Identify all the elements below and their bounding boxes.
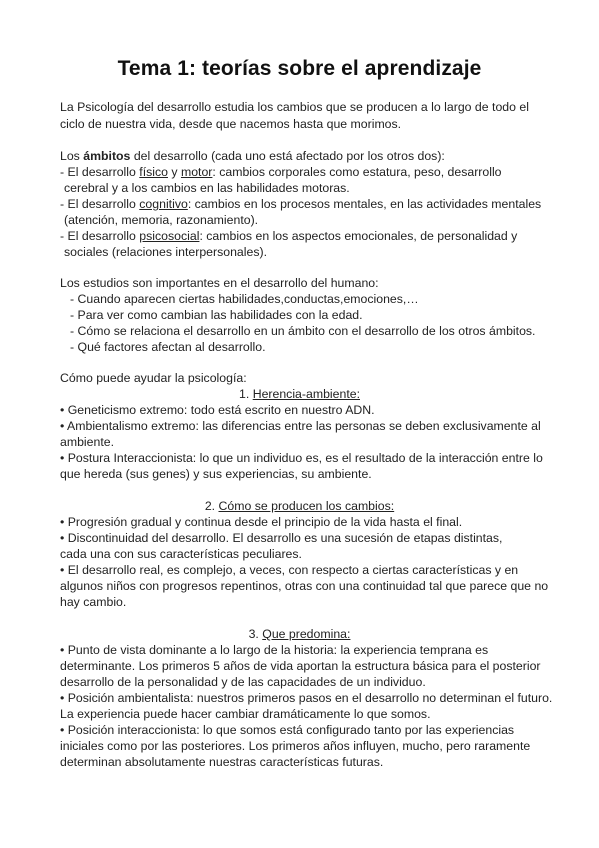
- ambito-fisico-cont: cerebral y a los cambios en las habilidades motoras.: [64, 181, 350, 195]
- section-1-line: • Geneticismo extremo: todo está escrito en nuestro ADN.: [60, 403, 375, 417]
- estudios-item: - Qué factores afectan al desarrollo.: [70, 340, 266, 354]
- section-1-line: que hereda (sus genes) y sus experiencias, su ambiente.: [60, 467, 372, 481]
- ambito-cognitivo-cont: (atención, memoria, razonamiento).: [64, 213, 259, 227]
- estudios-item: - Para ver como cambian las habilidades con la edad.: [70, 308, 363, 322]
- section-3-line: iniciales como por las posteriores. Los primeros años influyen, mucho, pero raramente: [60, 739, 531, 753]
- section-3-line: La experiencia puede hacer cambiar dramáticamente lo que somos.: [60, 707, 431, 721]
- ambito-psicosocial-cont: sociales (relaciones interpersonales).: [64, 245, 267, 259]
- section-2-line: cada una con sus características peculiares.: [60, 547, 302, 561]
- section-3-line: • Punto de vista dominante a lo largo de la historia: la experiencia temprana es: [60, 643, 489, 657]
- section-3-heading: 3. Que predomina:: [248, 627, 351, 641]
- section-2-line: • Discontinuidad del desarrollo. El desarrollo es una sucesión de etapas distintas,: [60, 531, 503, 545]
- section-2-line: • El desarrollo real, es complejo, a veces, con respecto a ciertas características y en: [60, 563, 519, 577]
- intro-line-1: La Psicología del desarrollo estudia los cambios que se producen a lo largo de todo el: [60, 100, 529, 114]
- estudios-item: - Cómo se relaciona el desarrollo en un ámbito con el desarrollo de los otros ámbitos.: [70, 324, 536, 338]
- section-2-line: • Progresión gradual y continua desde el principio de la vida hasta el final.: [60, 515, 463, 529]
- ambito-fisico: - El desarrollo físico y motor: cambios corporales como estatura, peso, desarrollo: [60, 165, 502, 179]
- section-3-line: desarrollo de la personalidad y de las capacidades de un individuo.: [60, 675, 426, 689]
- section-1-line: • Postura Interaccionista: lo que un individuo es, es el resultado de la interacción entre lo: [60, 451, 543, 465]
- estudios-heading: Los estudios son importantes en el desarrollo del humano:: [60, 276, 379, 290]
- section-3-line: determinante. Los primeros 5 años de vida aportan la estructura básica para el posterior: [60, 659, 541, 673]
- section-1-line: • Ambientalismo extremo: las diferencias entre las personas se deben exclusivamente al: [60, 419, 541, 433]
- page-title: Tema 1: teorías sobre el aprendizaje: [117, 57, 482, 80]
- estudios-item: - Cuando aparecen ciertas habilidades,conductas,emociones,…: [70, 292, 419, 306]
- section-1-line: ambiente.: [60, 435, 115, 449]
- section-2-line: hay cambio.: [60, 595, 127, 609]
- psicologia-heading: Cómo puede ayudar la psicología:: [60, 371, 247, 385]
- section-3-line: determinan absolutamente nuestras características futuras.: [60, 755, 384, 769]
- section-3-line: • Posición interaccionista: lo que somos está configurado tanto por las experiencias: [60, 723, 515, 737]
- section-2-line: algunos niños con progresos repentinos, otras con una continuidad tal que parece que no: [60, 579, 549, 593]
- ambitos-heading: Los ámbitos del desarrollo (cada uno está afectado por los otros dos):: [60, 149, 445, 163]
- ambito-psicosocial: - El desarrollo psicosocial: cambios en los aspectos emocionales, de personalidad y: [60, 229, 518, 243]
- section-1-heading: 1. Herencia-ambiente:: [239, 387, 360, 401]
- intro-line-2: ciclo de nuestra vida, desde que nacemos hasta que morimos.: [60, 117, 402, 131]
- ambito-cognitivo: - El desarrollo cognitivo: cambios en los procesos mentales, en las actividades mentales: [60, 197, 542, 211]
- ambitos-bold: ámbitos: [83, 149, 131, 163]
- section-3-line: • Posición ambientalista: nuestros primeros pasos en el desarrollo no determinan el futuro.: [60, 691, 553, 705]
- section-2-heading: 2. Cómo se producen los cambios:: [204, 499, 395, 513]
